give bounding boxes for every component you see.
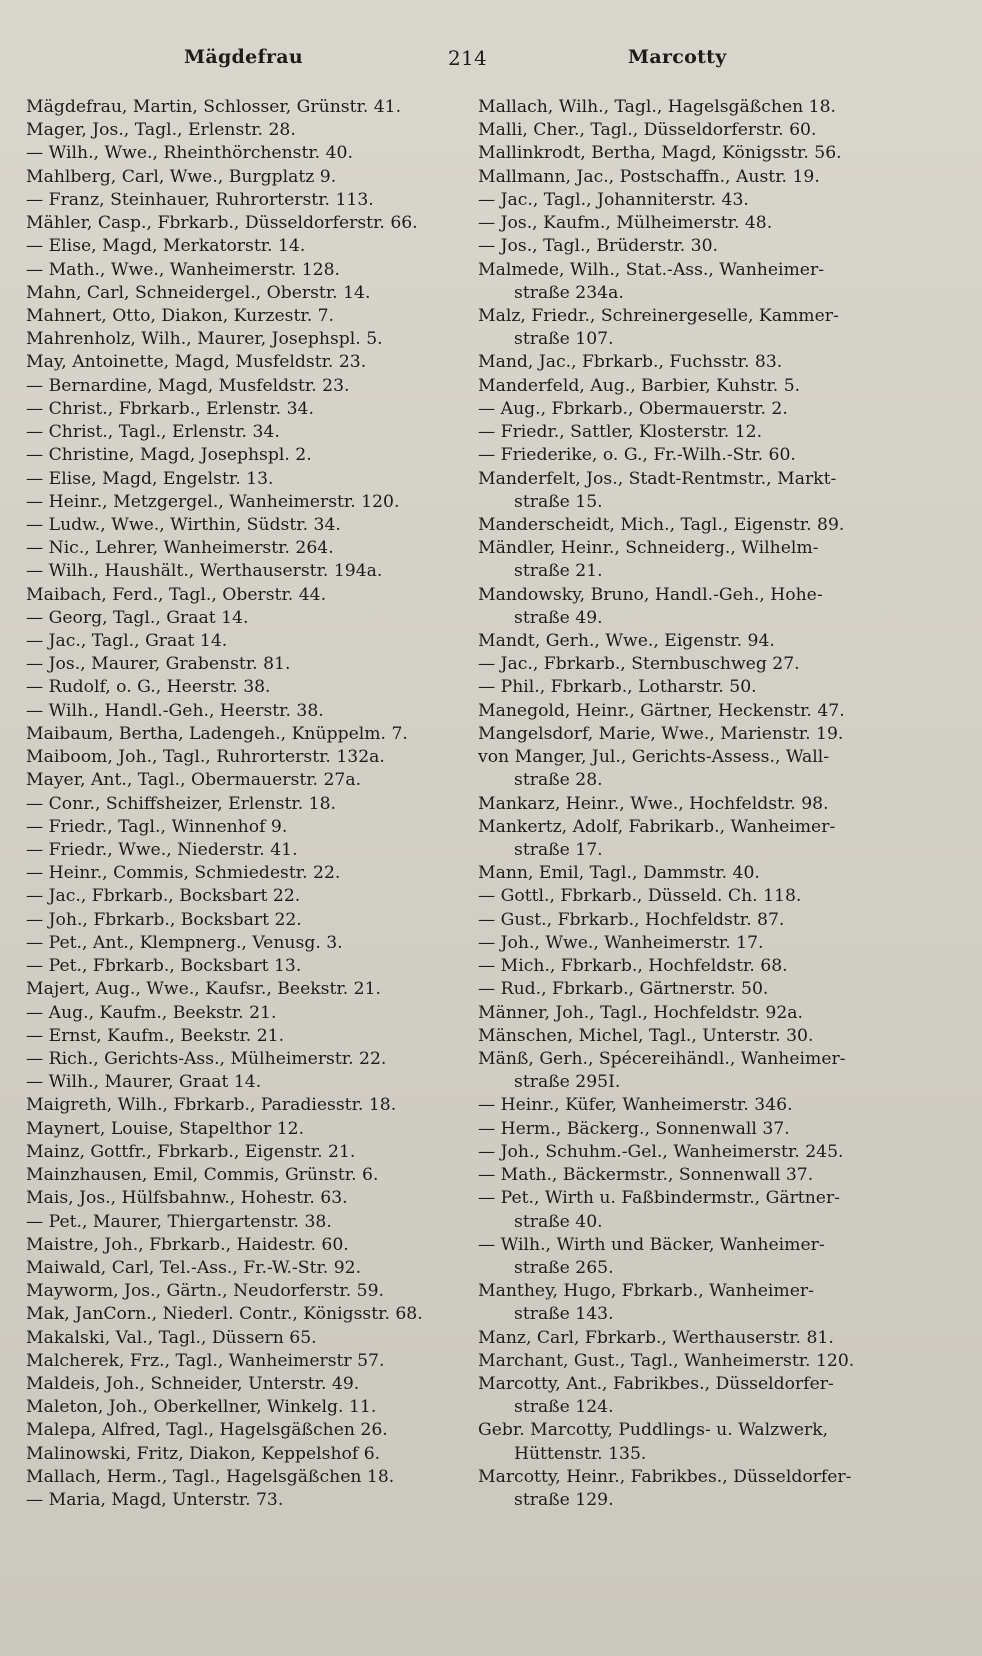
directory-entry: — Rich., Gerichts-Ass., Mülheimerstr. 22. — [26, 1048, 387, 1069]
directory-entry: May, Antoinette, Magd, Musfeldstr. 23. — [26, 352, 367, 373]
directory-entry: Malcherek, Frz., Tagl., Wanheimerstr 57. — [26, 1350, 385, 1371]
directory-entry: — Christ., Tagl., Erlenstr. 34. — [26, 422, 280, 443]
entry-continuation: straße 234a. — [514, 282, 624, 303]
directory-entry: — Math., Bäckermstr., Sonnenwall 37. — [478, 1165, 814, 1186]
entry-continuation: straße 143. — [514, 1304, 614, 1325]
directory-entry: Mahn, Carl, Schneidergel., Oberstr. 14. — [26, 282, 371, 303]
directory-entry: Mainzhausen, Emil, Commis, Grünstr. 6. — [26, 1165, 379, 1186]
directory-entry: — Friedr., Wwe., Niederstr. 41. — [26, 840, 298, 860]
directory-entry: Maiwald, Carl, Tel.-Ass., Fr.-W.-Str. 92. — [26, 1257, 362, 1278]
directory-entry: Mann, Emil, Tagl., Dammstr. 40. — [478, 863, 760, 884]
directory-entry: — Rud., Fbrkarb., Gärtnerstr. 50. — [478, 979, 769, 1000]
directory-entry: Maibach, Ferd., Tagl., Oberstr. 44. — [26, 584, 327, 605]
directory-entry: Malli, Cher., Tagl., Düsseldorferstr. 60. — [478, 120, 817, 141]
directory-entry: Männer, Joh., Tagl., Hochfeldstr. 92a. — [478, 1002, 803, 1023]
directory-entry: — Wilh., Maurer, Graat 14. — [26, 1072, 262, 1093]
directory-entry: Mändler, Heinr., Schneiderg., Wilhelm- — [478, 538, 819, 559]
directory-entry: — Maria, Magd, Unterstr. 73. — [26, 1490, 284, 1511]
directory-entry: — Joh., Schuhm.-Gel., Wanheimerstr. 245. — [478, 1141, 844, 1162]
directory-entry: — Wilh., Haushält., Werthauserstr. 194a. — [26, 561, 383, 582]
directory-entry: Mallinkrodt, Bertha, Magd, Königsstr. 56. — [478, 143, 842, 164]
directory-entry: — Pet., Ant., Klempnerg., Venusg. 3. — [26, 932, 343, 953]
directory-entry: — Heinr., Küfer, Wanheimerstr. 346. — [478, 1095, 793, 1116]
directory-entry: Mais, Jos., Hülfsbahnw., Hohestr. 63. — [26, 1188, 348, 1209]
page-header — [28, 46, 954, 80]
right-column — [478, 96, 936, 1512]
directory-entry: — Jos., Kaufm., Mülheimerstr. 48. — [478, 213, 773, 234]
directory-entry: — Wilh., Handl.-Geh., Heerstr. 38. — [26, 700, 324, 721]
directory-entry: — Aug., Kaufm., Beekstr. 21. — [26, 1002, 277, 1023]
entry-continuation: straße 107. — [514, 329, 614, 350]
directory-entry: Mallach, Herm., Tagl., Hagelsgäßchen 18. — [26, 1466, 395, 1487]
directory-entry: Maistre, Joh., Fbrkarb., Haidestr. 60. — [26, 1234, 349, 1255]
directory-entry: Manthey, Hugo, Fbrkarb., Wanheimer- — [478, 1281, 814, 1302]
directory-entry: Mayer, Ant., Tagl., Obermauerstr. 27a. — [26, 770, 362, 791]
directory-entry: — Wilh., Wwe., Rheinthörchenstr. 40. — [26, 143, 353, 164]
directory-entry: Mager, Jos., Tagl., Erlenstr. 28. — [26, 120, 296, 141]
directory-entry: — Jac., Fbrkarb., Sternbuschweg 27. — [478, 654, 800, 675]
entry-continuation: straße 28. — [514, 770, 603, 791]
directory-entry: — Christ., Fbrkarb., Erlenstr. 34. — [26, 398, 314, 419]
directory-entry: Gebr. Marcotty, Puddlings- u. Walzwerk, — [478, 1420, 829, 1441]
directory-entry: Maldeis, Joh., Schneider, Unterstr. 49. — [26, 1374, 360, 1395]
directory-entry: Mankarz, Heinr., Wwe., Hochfeldstr. 98. — [478, 793, 829, 814]
directory-entry: Manderfeld, Aug., Barbier, Kuhstr. 5. — [478, 375, 801, 396]
directory-entry: — Aug., Fbrkarb., Obermauerstr. 2. — [478, 398, 788, 419]
directory-entry: Mainz, Gottfr., Fbrkarb., Eigenstr. 21. — [26, 1141, 356, 1162]
directory-entry: Marchant, Gust., Tagl., Wanheimerstr. 120. — [478, 1350, 855, 1371]
directory-entry: — Ludw., Wwe., Wirthin, Südstr. 34. — [26, 514, 341, 535]
directory-entry: Mandt, Gerh., Wwe., Eigenstr. 94. — [478, 631, 775, 652]
directory-entry: — Elise, Magd, Merkatorstr. 14. — [26, 236, 306, 257]
directory-entry: Malepa, Alfred, Tagl., Hagelsgäßchen 26. — [26, 1420, 388, 1441]
directory-entry: — Bernardine, Magd, Musfeldstr. 23. — [26, 375, 350, 396]
directory-entry: Mangelsdorf, Marie, Wwe., Marienstr. 19. — [478, 723, 844, 744]
directory-entry: — Heinr., Commis, Schmiedestr. 22. — [26, 863, 341, 884]
directory-entry: Manderfelt, Jos., Stadt-Rentmstr., Markt- — [478, 468, 837, 489]
directory-entry: — Franz, Steinhauer, Ruhrorterstr. 113. — [26, 189, 374, 210]
directory-entry: Maleton, Joh., Oberkellner, Winkelg. 11. — [26, 1397, 377, 1418]
directory-entry: — Jac., Fbrkarb., Bocksbart 22. — [26, 886, 301, 907]
directory-entry: — Pet., Fbrkarb., Bocksbart 13. — [26, 956, 302, 977]
directory-entry: — Phil., Fbrkarb., Lotharstr. 50. — [478, 677, 757, 698]
directory-entry: — Friedr., Sattler, Klosterstr. 12. — [478, 422, 763, 443]
entry-continuation: straße 124. — [514, 1397, 614, 1418]
entry-continuation: straße 21. — [514, 561, 603, 582]
entry-continuation: straße 265. — [514, 1257, 614, 1278]
entry-continuation: straße 295I. — [514, 1072, 621, 1093]
directory-entry: — Jos., Tagl., Brüderstr. 30. — [478, 236, 718, 257]
directory-entry: — Friedr., Tagl., Winnenhof 9. — [26, 816, 288, 837]
entry-continuation: straße 49. — [514, 607, 603, 628]
directory-entry: — Gust., Fbrkarb., Hochfeldstr. 87. — [478, 909, 785, 930]
directory-entry: von Manger, Jul., Gerichts-Assess., Wall- — [478, 747, 830, 768]
directory-entry: Mänschen, Michel, Tagl., Unterstr. 30. — [478, 1025, 814, 1046]
directory-entry: — Jos., Maurer, Grabenstr. 81. — [26, 654, 291, 675]
directory-entry: — Jac., Tagl., Johanniterstr. 43. — [478, 189, 749, 210]
directory-entry: — Jac., Tagl., Graat 14. — [26, 631, 228, 652]
directory-entry: — Joh., Wwe., Wanheimerstr. 17. — [478, 932, 764, 953]
directory-entry: Mahrenholz, Wilh., Maurer, Josephspl. 5. — [26, 329, 383, 350]
directory-entry: Mayworm, Jos., Gärtn., Neudorferstr. 59. — [26, 1281, 384, 1302]
directory-entry: — Christine, Magd, Josephspl. 2. — [26, 445, 312, 466]
left-column — [26, 96, 476, 1512]
entry-continuation: Hüttenstr. 135. — [514, 1443, 647, 1464]
directory-entry: — Heinr., Metzgergel., Wanheimerstr. 120. — [26, 491, 400, 512]
directory-entry: — Math., Wwe., Wanheimerstr. 128. — [26, 259, 340, 280]
directory-entry: Malinowski, Fritz, Diakon, Keppelshof 6. — [26, 1443, 381, 1464]
directory-entry: — Rudolf, o. G., Heerstr. 38. — [26, 677, 271, 698]
directory-entry: — Ernst, Kaufm., Beekstr. 21. — [26, 1025, 285, 1046]
header-first-entry: Mägdefrau — [184, 46, 304, 68]
directory-entry: Marcotty, Ant., Fabrikbes., Düsseldorfer- — [478, 1374, 834, 1395]
directory-entry: — Friederike, o. G., Fr.-Wilh.-Str. 60. — [478, 445, 796, 466]
directory-entry: Maiboom, Joh., Tagl., Ruhrorterstr. 132a. — [26, 747, 385, 768]
directory-entry: Mahnert, Otto, Diakon, Kurzestr. 7. — [26, 305, 335, 326]
directory-entry: — Conr., Schiffsheizer, Erlenstr. 18. — [26, 793, 336, 814]
directory-entry: Mänß, Gerh., Spécereihändl., Wanheimer- — [478, 1048, 846, 1069]
directory-entry: — Joh., Fbrkarb., Bocksbart 22. — [26, 909, 302, 930]
directory-entry: Maibaum, Bertha, Ladengeh., Knüppelm. 7. — [26, 723, 408, 744]
directory-entry: — Pet., Maurer, Thiergartenstr. 38. — [26, 1211, 332, 1232]
directory-entry: — Pet., Wirth u. Faßbindermstr., Gärtner- — [478, 1188, 840, 1209]
directory-entry: Mandowsky, Bruno, Handl.-Geh., Hohe- — [478, 584, 823, 605]
directory-entry: Mak, JanCorn., Niederl. Contr., Königsstr. 68. — [26, 1304, 423, 1325]
directory-entry: — Nic., Lehrer, Wanheimerstr. 264. — [26, 538, 334, 559]
directory-entry: Mägdefrau, Martin, Schlosser, Grünstr. 41. — [26, 97, 402, 117]
entry-continuation: straße 17. — [514, 840, 603, 860]
entry-continuation: straße 40. — [514, 1211, 603, 1232]
entry-continuation: straße 15. — [514, 491, 603, 512]
header-last-entry: Marcotty — [628, 46, 727, 68]
directory-entry: — Elise, Magd, Engelstr. 13. — [26, 468, 274, 489]
directory-entry: Majert, Aug., Wwe., Kaufsr., Beekstr. 21. — [26, 979, 381, 1000]
directory-entry: Malmede, Wilh., Stat.-Ass., Wanheimer- — [478, 259, 824, 280]
directory-entry: Mähler, Casp., Fbrkarb., Düsseldorferstr. 66. — [26, 213, 418, 234]
directory-entry: Mand, Jac., Fbrkarb., Fuchsstr. 83. — [478, 352, 783, 373]
directory-entry: Mallach, Wilh., Tagl., Hagelsgäßchen 18. — [478, 97, 836, 117]
directory-entry: Mankertz, Adolf, Fabrikarb., Wanheimer- — [478, 816, 836, 837]
directory-entry: Maynert, Louise, Stapelthor 12. — [26, 1118, 305, 1139]
entry-continuation: straße 129. — [514, 1490, 614, 1511]
page-number: 214 — [448, 46, 488, 70]
directory-entry: — Gottl., Fbrkarb., Düsseld. Ch. 118. — [478, 886, 802, 907]
directory-entry: Manderscheidt, Mich., Tagl., Eigenstr. 89. — [478, 514, 845, 535]
directory-entry: Mallmann, Jac., Postschaffn., Austr. 19. — [478, 166, 820, 187]
directory-entry: — Wilh., Wirth und Bäcker, Wanheimer- — [478, 1234, 825, 1255]
directory-entry: — Mich., Fbrkarb., Hochfeldstr. 68. — [478, 956, 788, 977]
directory-entry: Maigreth, Wilh., Fbrkarb., Paradiesstr. 18. — [26, 1095, 397, 1116]
directory-entry: Marcotty, Heinr., Fabrikbes., Düsseldorfer- — [478, 1466, 852, 1487]
directory-entry: Manz, Carl, Fbrkarb., Werthauserstr. 81. — [478, 1327, 834, 1348]
directory-entry: Makalski, Val., Tagl., Düssern 65. — [26, 1327, 317, 1348]
directory-entry: Malz, Friedr., Schreinergeselle, Kammer- — [478, 305, 839, 326]
directory-entry: Mahlberg, Carl, Wwe., Burgplatz 9. — [26, 166, 337, 187]
directory-entry: Manegold, Heinr., Gärtner, Heckenstr. 47. — [478, 700, 845, 721]
directory-entry: — Georg, Tagl., Graat 14. — [26, 607, 249, 628]
directory-entry: — Herm., Bäckerg., Sonnenwall 37. — [478, 1118, 790, 1139]
